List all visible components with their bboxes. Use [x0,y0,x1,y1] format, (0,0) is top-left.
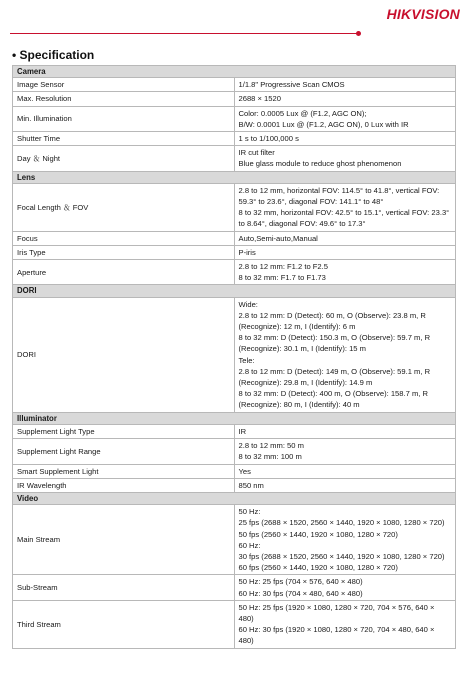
value-line: 2.8 to 12 mm: 50 m [238,441,304,451]
spec-value [234,146,456,171]
value-line: 8 to 32 mm, horizontal FOV: 42.5° to 15.1°, vertical FOV: 23.3° to 8.64°, diagonal FOV: 49.6° to 17.3° [238,208,450,229]
spec-key: DORI [13,297,235,412]
section-title-text: Specification [19,48,95,62]
row-main-stream [13,505,456,575]
value-line: Blue glass module to reduce ghost phenomenon [238,159,402,169]
group-header: Camera [13,66,456,78]
spec-key: Max. Resolution [13,92,235,106]
value-line: 2.8 to 12 mm, horizontal FOV: 114.5° to 41.8°, vertical FOV: 59.3° to 23.6°, diagonal FOV: 141.1° to 48° [238,185,440,207]
spec-key: Day ＆ Night [13,146,235,171]
row-shutter-time [13,132,456,146]
value-line: 50 fps (2560 × 1440, 1920 × 1080, 1280 × 720) [238,529,398,539]
value-line: Tele: [238,355,255,365]
value-line: P-iris [238,247,256,257]
value-line: 2.8 to 12 mm: D (Detect): 149 m, O (Observe): 59.1 m, R (Recognize): 29.8 m, I (Identify): 14.9 m [238,366,431,388]
value-line: 60 Hz: [238,540,261,550]
spec-key: Supplement Light Type [13,424,235,438]
value-line: 2.8 to 12 mm: F1.2 to F2.5 [238,262,328,272]
value-line: 1/1.8" Progressive Scan CMOS [238,80,345,90]
row-supp-light-type [13,424,456,438]
row-aperture [13,260,456,285]
value-line: 50 Hz: [238,507,261,517]
header-rule-dot [356,31,361,36]
spec-value [234,575,456,600]
value-line: 30 fps (2688 × 1520, 2560 × 1440, 1920 × 1080, 1280 × 720) [238,551,445,561]
spec-key: IR Wavelength [13,478,235,492]
row-image-sensor [13,78,456,92]
spec-key: Third Stream [13,600,235,648]
spec-value [234,478,456,492]
spec-value [234,231,456,245]
spec-table [12,65,456,649]
hikvision-logo: HIKVISION [386,6,460,22]
spec-key: Iris Type [13,245,235,259]
spec-key: Shutter Time [13,132,235,146]
spec-value [234,78,456,92]
row-dori [13,297,456,412]
value-line: 60 Hz: 30 fps (1920 × 1080, 1280 × 720, 704 × 480, 640 × 480) [238,625,435,646]
spec-value [234,424,456,438]
row-focus [13,231,456,245]
group-header: DORI [13,285,456,297]
value-line: 2.8 to 12 mm: D (Detect): 60 m, O (Observe): 23.8 m, R (Recognize): 12 m, I (Identify): 6 m [238,310,426,332]
spec-value [234,505,456,575]
row-ir-wavelength [13,478,456,492]
value-line: 50 Hz: 25 fps (1920 × 1080, 1280 × 720, 704 × 576, 640 × 480) [238,602,435,623]
spec-value [234,439,456,464]
value-line: 8 to 32 mm: 100 m [238,452,302,462]
value-line: B/W: 0.0001 Lux @ (F1.2, AGC ON), 0 Lux with IR [238,119,409,129]
row-max-resolution [13,92,456,106]
spec-key: Min. Illumination [13,106,235,131]
group-lens [13,171,456,183]
spec-value [234,600,456,648]
group-video [13,492,456,504]
row-focal-length [13,183,456,231]
spec-key: Supplement Light Range [13,439,235,464]
spec-value [234,260,456,285]
spec-value [234,132,456,146]
spec-value [234,106,456,131]
section-title: • Specification [12,48,95,62]
header-rule [10,33,358,34]
group-dori [13,285,456,297]
group-camera [13,66,456,78]
group-header: Video [13,492,456,504]
value-line: 850 nm [238,480,264,490]
row-min-illumination [13,106,456,131]
row-smart-supp-light [13,464,456,478]
value-line: IR [238,426,247,436]
value-line: IR cut filter [238,148,275,158]
spec-key: Main Stream [13,505,235,575]
row-third-stream [13,600,456,648]
value-line: 1 s to 1/100,000 s [238,134,299,144]
spec-value [234,183,456,231]
value-line: 2688 × 1520 [238,94,281,104]
value-line: 25 fps (2688 × 1520, 2560 × 1440, 1920 × 1080, 1280 × 720) [238,518,445,528]
group-header: Lens [13,171,456,183]
group-header: Illuminator [13,412,456,424]
spec-value [234,464,456,478]
value-line: Yes [238,466,251,476]
group-illuminator [13,412,456,424]
spec-value [234,92,456,106]
spec-value [234,297,456,412]
row-sub-stream [13,575,456,600]
value-line: 8 to 32 mm: D (Detect): 150.3 m, O (Observe): 59.7 m, R (Recognize): 30.1 m, I (Identify): 15 m [238,333,431,354]
row-supp-light-range [13,439,456,464]
spec-key: Focus [13,231,235,245]
spec-key: Focal Length ＆ FOV [13,183,235,231]
value-line: Auto,Semi-auto,Manual [238,233,318,243]
value-line: 50 Hz: 25 fps (704 × 576, 640 × 480) [238,577,363,587]
value-line: 8 to 32 mm: D (Detect): 400 m, O (Observe): 158.7 m, R (Recognize): 80 m, I (Identify): 40 m [238,389,428,410]
spec-value [234,245,456,259]
spec-key: Sub-Stream [13,575,235,600]
spec-key: Image Sensor [13,78,235,92]
spec-key: Aperture [13,260,235,285]
row-day-night [13,146,456,171]
value-line: 60 Hz: 30 fps (704 × 480, 640 × 480) [238,588,363,598]
spec-key: Smart Supplement Light [13,464,235,478]
value-line: Color: 0.0005 Lux @ (F1.2, AGC ON); [238,108,367,118]
row-iris-type [13,245,456,259]
value-line: 8 to 32 mm: F1.7 to F1.73 [238,273,326,283]
value-line: Wide: [238,299,258,309]
value-line: 60 fps (2560 × 1440, 1920 × 1080, 1280 × 720) [238,563,398,573]
page-header [0,0,468,44]
